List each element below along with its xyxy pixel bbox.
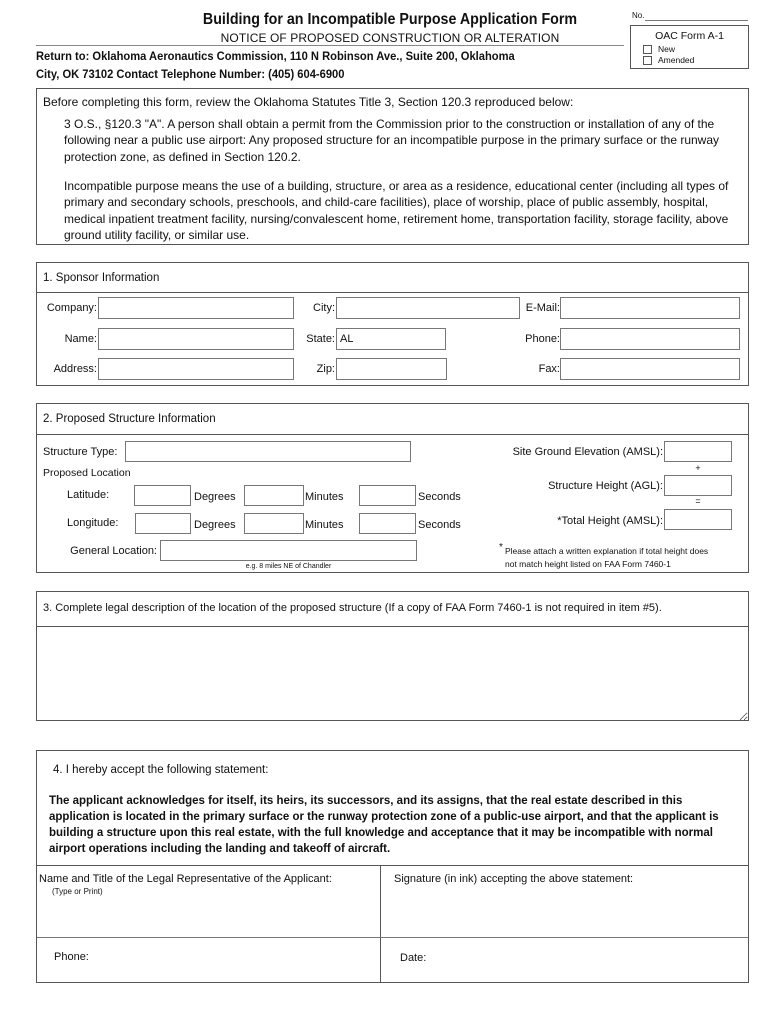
representative-label: Name and Title of the Legal Representative of the Applicant: bbox=[39, 873, 332, 885]
structure-height-input[interactable] bbox=[664, 475, 732, 496]
new-option[interactable] bbox=[643, 44, 675, 54]
company-label: Company: bbox=[46, 302, 97, 314]
acceptance-section bbox=[36, 750, 749, 983]
email-label: E-Mail: bbox=[525, 302, 560, 314]
form-subtitle: NOTICE OF PROPOSED CONSTRUCTION OR ALTERATION bbox=[220, 31, 560, 45]
statute-intro-box bbox=[36, 88, 749, 245]
latitude-label: Latitude: bbox=[67, 489, 110, 501]
form-id-box bbox=[630, 25, 749, 69]
total-height-label: *Total Height (AMSL): bbox=[557, 515, 663, 527]
latitude-degrees-input[interactable] bbox=[134, 485, 191, 506]
site-elevation-label: Site Ground Elevation (AMSL): bbox=[512, 446, 663, 458]
amended-checkbox[interactable] bbox=[643, 56, 652, 65]
state-input[interactable] bbox=[336, 328, 446, 350]
date-input[interactable] bbox=[432, 943, 742, 979]
longitude-label: Longitude: bbox=[67, 517, 119, 529]
plus-sign: + bbox=[695, 463, 701, 473]
acceptance-statement: The applicant acknowledges for itself, its heirs, its successors, and its assigns, that the real estate described in this application is located in the primary surface or the runway protection zone of a public-use airport, and that the applicant is building a structure upon this real estate, with the full knowledge and acceptance that it may be incompatible with normal airport operations including the landing and takeoff of aircraft. bbox=[49, 795, 719, 855]
return-address-line1: Return to: Oklahoma Aeronautics Commission, 110 N Robinson Ave., Suite 200, Oklahoma bbox=[36, 49, 515, 63]
equals-sign: = bbox=[695, 496, 701, 506]
signature-grid-middle-border bbox=[37, 937, 748, 938]
zip-input[interactable] bbox=[336, 358, 447, 380]
signature-grid-top-border bbox=[37, 865, 748, 866]
legal-heading: 3. Complete legal description of the location of the proposed structure (If a copy of FAA Form 7460-1 is not required in item #5). bbox=[37, 592, 748, 627]
structure-type-label: Structure Type: bbox=[43, 446, 118, 458]
email-input[interactable] bbox=[560, 297, 740, 319]
longitude-seconds-label: Seconds bbox=[418, 519, 461, 531]
latitude-minutes-input[interactable] bbox=[244, 485, 304, 506]
latitude-seconds-input[interactable] bbox=[359, 485, 416, 506]
structure-type-input[interactable] bbox=[125, 441, 411, 462]
company-input[interactable] bbox=[98, 297, 294, 319]
general-location-label: General Location: bbox=[70, 545, 157, 557]
legal-description-input[interactable] bbox=[37, 627, 748, 721]
form-number-field[interactable] bbox=[645, 20, 748, 21]
rep-phone-label: Phone: bbox=[54, 951, 89, 963]
phone-input[interactable] bbox=[560, 328, 740, 350]
legal-description-section bbox=[36, 591, 749, 721]
general-location-hint: e.g. 8 miles NE of Chandler bbox=[245, 563, 332, 570]
signature-label: Signature (in ink) accepting the above statement: bbox=[394, 873, 634, 885]
structure-heading: 2. Proposed Structure Information bbox=[37, 404, 748, 435]
city-label: City: bbox=[313, 302, 335, 314]
footnote-line1: Please attach a written explanation if total height does bbox=[505, 546, 709, 556]
sponsor-information-section bbox=[36, 262, 749, 386]
new-checkbox[interactable] bbox=[643, 45, 652, 54]
longitude-seconds-input[interactable] bbox=[359, 513, 416, 534]
footnote-line2: not match height listed on FAA Form 7460-1 bbox=[505, 559, 671, 569]
representative-input[interactable] bbox=[39, 897, 377, 935]
general-location-input[interactable] bbox=[160, 540, 417, 561]
latitude-degrees-label: Degrees bbox=[194, 491, 236, 503]
fax-input[interactable] bbox=[560, 358, 740, 380]
representative-hint: (Type or Print) bbox=[52, 887, 103, 896]
return-address-line2: City, OK 73102 Contact Telephone Number: (405) 604-6900 bbox=[36, 67, 345, 81]
structure-height-label: Structure Height (AGL): bbox=[548, 480, 663, 492]
sponsor-heading: 1. Sponsor Information bbox=[37, 263, 748, 293]
header-divider bbox=[36, 45, 624, 46]
form-id: OAC Form A-1 bbox=[655, 30, 724, 42]
date-label: Date: bbox=[400, 952, 427, 964]
form-number-label: No. bbox=[632, 11, 645, 20]
longitude-minutes-label: Minutes bbox=[305, 519, 344, 531]
phone-label: Phone: bbox=[525, 333, 560, 345]
latitude-seconds-label: Seconds bbox=[418, 491, 461, 503]
address-input[interactable] bbox=[98, 358, 294, 380]
acceptance-heading: 4. I hereby accept the following statement: bbox=[53, 764, 269, 776]
statute-text: 3 O.S., §120.3 "A". A person shall obtain a permit from the Commission prior to the construction or installation of any of the following near a public use airport: Any proposed structure for an incompatible purpose in the primary surface or the runway protection zone, as defined in Section 120.2. bbox=[64, 117, 720, 164]
amended-label: Amended bbox=[658, 55, 695, 65]
incompatible-definition: Incompatible purpose means the use of a building, structure, or area as a residence, educational center (including all types of primary and secondary schools, preschools, and child-care facilities), place of worship, place of public assembly, hospital, medical inpatient treatment facility, nursing/convalescent home, retirement home, transportation facility, storage facility, above ground utility facility, or similar use. bbox=[64, 179, 729, 242]
latitude-minutes-label: Minutes bbox=[305, 491, 344, 503]
site-elevation-input[interactable] bbox=[664, 441, 732, 462]
name-label: Name: bbox=[64, 333, 97, 345]
longitude-degrees-input[interactable] bbox=[135, 513, 191, 534]
zip-label: Zip: bbox=[316, 363, 335, 375]
proposed-location-label: Proposed Location bbox=[43, 467, 131, 479]
proposed-structure-section bbox=[36, 403, 749, 573]
new-label: New bbox=[658, 44, 676, 54]
state-label: State: bbox=[306, 333, 335, 345]
name-input[interactable] bbox=[98, 328, 294, 350]
intro-lead: Before completing this form, review the Oklahoma Statutes Title 3, Section 120.3 reproduced below: bbox=[43, 95, 574, 109]
longitude-degrees-label: Degrees bbox=[194, 519, 236, 531]
rep-phone-input[interactable] bbox=[97, 943, 377, 979]
address-label: Address: bbox=[53, 363, 97, 375]
signature-field[interactable] bbox=[383, 889, 747, 935]
total-height-input[interactable] bbox=[664, 509, 732, 530]
footnote-star: * bbox=[499, 542, 503, 553]
fax-label: Fax: bbox=[538, 363, 560, 375]
signature-grid-divider bbox=[380, 865, 381, 983]
amended-option[interactable] bbox=[643, 55, 694, 65]
form-title: Building for an Incompatible Purpose Application Form bbox=[202, 11, 578, 28]
longitude-minutes-input[interactable] bbox=[244, 513, 304, 534]
